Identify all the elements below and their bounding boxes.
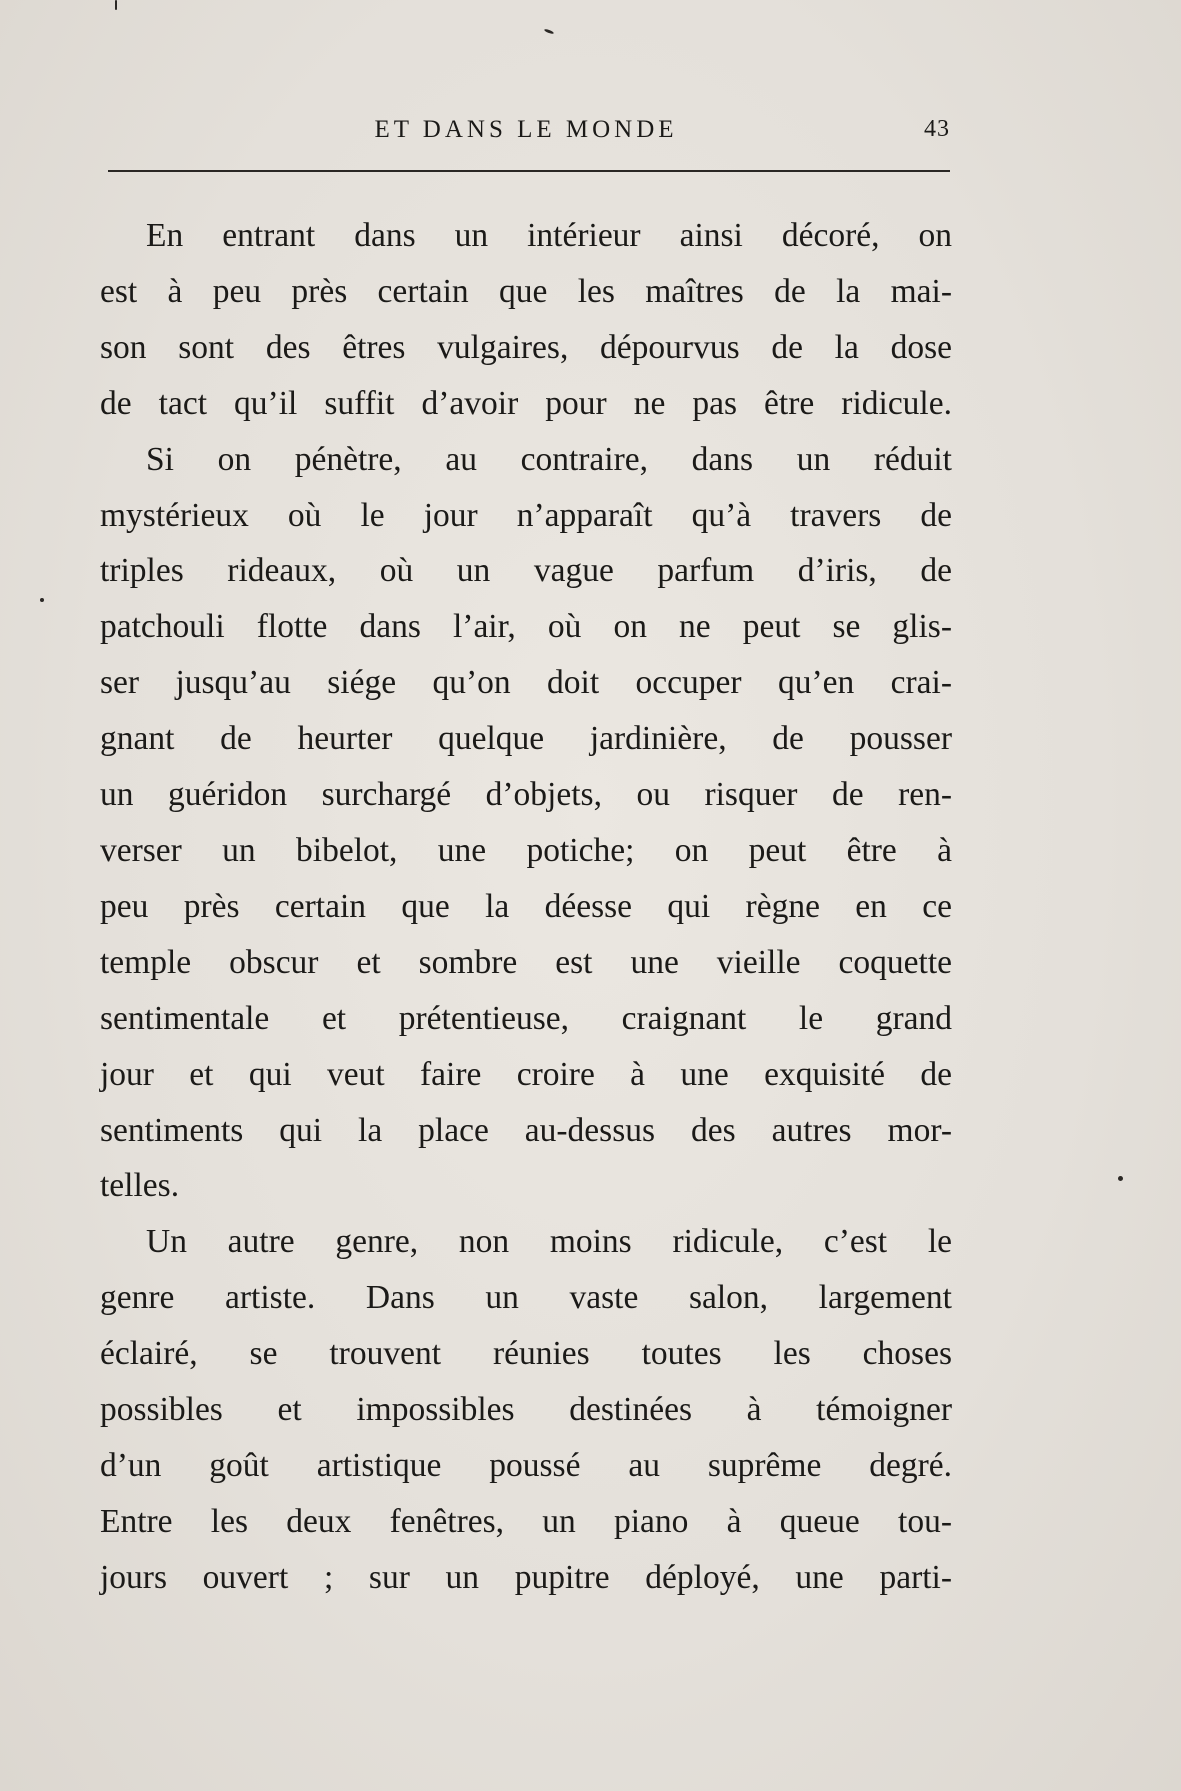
text-line: verser un bibelot, une potiche; on peut être à [100,831,952,869]
text-line: peu près certain que la déesse qui règne en ce [100,887,952,925]
text-line: telles. [100,1167,180,1205]
text-line: genre artiste. Dans un vaste salon, largement [100,1279,952,1317]
running-title: ET DANS LE MONDE [374,116,678,143]
text-line: mystérieux où le jour n’apparaît qu’à travers de [100,496,952,534]
text-line: jours ouvert ; sur un pupitre déployé, une parti- [100,1558,952,1596]
text-line: jour et qui veut faire croire à une exquisité de [100,1055,952,1093]
text-line: son sont des êtres vulgaires, dépourvus de la dose [100,328,952,366]
text-line: sentiments qui la place au-dessus des autres mor- [100,1111,952,1149]
text-line: est à peu près certain que les maîtres de la mai- [100,272,952,310]
text-line: possibles et impossibles destinées à témoigner [100,1391,952,1429]
text-line: de tact qu’il suffit d’avoir pour ne pas être ridicule. [100,384,952,422]
body-text [100,208,952,1606]
header-rule [108,170,950,172]
text-line: En entrant dans un intérieur ainsi décoré, on [146,217,952,254]
paper-speck [544,28,554,34]
text-line: Un autre genre, non moins ridicule, c’est le [146,1223,952,1261]
text-line: triples rideaux, où un vague parfum d’iris, de [100,552,952,590]
text-line: temple obscur et sombre est une vieille coquette [100,943,952,981]
page-header [102,114,950,148]
text-line: un guéridon surchargé d’objets, ou risquer de ren- [100,776,952,814]
text-line: sentimentale et prétentieuse, craignant le grand [100,999,952,1037]
text-line: Entre les deux fenêtres, un piano à queue tou- [100,1502,952,1540]
text-line: Si on pénètre, au contraire, dans un réduit [146,440,952,478]
paper-speck [115,0,117,10]
text-line: patchouli flotte dans l’air, où on ne peut se glis- [100,608,952,646]
paper-speck [40,598,44,602]
paper-speck [1118,1176,1123,1181]
text-line: d’un goût artistique poussé au suprême degré. [100,1446,952,1484]
page-number: 43 [924,116,950,142]
text-line: éclairé, se trouvent réunies toutes les choses [100,1335,952,1373]
text-line: ser jusqu’au siége qu’on doit occuper qu’en crai- [100,664,952,702]
text-line: gnant de heurter quelque jardinière, de pousser [100,720,952,758]
